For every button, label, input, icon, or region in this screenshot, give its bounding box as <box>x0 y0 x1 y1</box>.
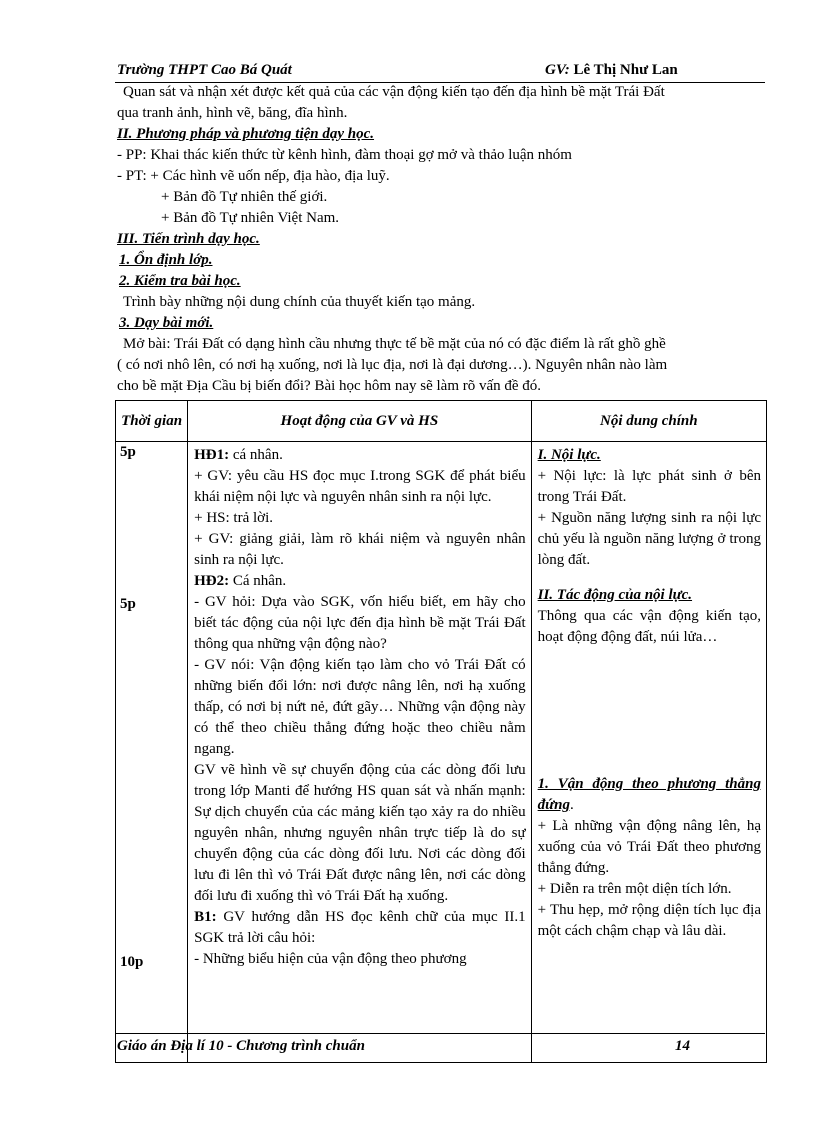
section-3-title: III. Tiến trình dạy học. <box>117 231 260 247</box>
step-3-title: 3. Dạy bài mới. <box>119 315 214 331</box>
school-name: Trường THPT Cao Bá Quát <box>117 62 292 78</box>
hd2-act-3: GV vẽ hình về sự chuyển động của các dòng đối lưu trong lớp Manti để hướng HS quan sát và nhấn mạnh: Sự dịch chuyển của các mảng kiến tạo xảy ra do nhiều nguyên nhân, nhưng nguyên nhân trực tiếp là do sự chuyển động của các dòng đối lưu. Nơi các dòng đối lưu đi lên thì vỏ Trái Đất được nâng lên, nơi các dòng đối lưu đi xuống thì vỏ Trái Đất hạ xuống. <box>194 762 526 904</box>
hd1-act-2: + HS: trả lời. <box>194 510 273 526</box>
content-subtitle: 1. Vận động theo phương thẳng đứng. <box>537 776 761 813</box>
pt-line: - PT: + Các hình vẽ uốn nếp, địa hào, địa luỹ. <box>117 168 390 184</box>
hd1-act-1: + GV: yêu cầu HS đọc mục I.trong SGK để phát biểu khái niệm nội lực và nguyên nhân sinh ra nội lực. <box>194 468 526 505</box>
content-cell <box>531 442 766 1063</box>
time-row-2: 5p <box>120 596 136 612</box>
teacher-name: Lê Thị Như Lan <box>569 62 678 78</box>
hd1-act-3: + GV: giảng giải, làm rõ khái niệm và nguyên nhân sinh ra nội lực. <box>194 531 526 568</box>
time-cell <box>116 442 188 1063</box>
opening-line-2: ( có nơi nhô lên, có nơi hạ xuống, nơi là lục địa, nơi là đại dương…). Nguyên nhân nào làm <box>117 357 668 373</box>
hd1-heading: HĐ1: cá nhân. <box>194 447 283 463</box>
content-title-1: I. Nội lực. <box>537 447 601 463</box>
pt-item-2: + Bản đồ Tự nhiên thế giới. <box>161 189 328 205</box>
pp-line: - PP: Khai thác kiến thức từ kênh hình, đàm thoại gợ mở và thảo luận nhóm <box>117 147 572 163</box>
content-1-p2: + Nguồn năng lượng sinh ra nội lực chủ yếu là nguồn năng lượng ở trong lòng đất. <box>537 510 761 568</box>
content-title-2: II. Tác động của nội lực. <box>537 587 693 603</box>
page-number: 14 <box>675 1038 690 1054</box>
hd2-act-1: - GV hỏi: Dựa vào SGK, vốn hiểu biết, em hãy cho biết tác động của nội lực đến địa hình bề mặt Trái Đất thông qua những vận động nào? <box>194 594 526 652</box>
hd2-act-2: - GV nói: Vận động kiến tạo làm cho vỏ Trái Đất có những biến đổi lớn: nơi được nâng lên, nơi hạ xuống thấp, có nơi bị nứt nẻ, đứt gãy… Những vận động này có thể theo chiều thẳng đứng hoặc theo chiều nằm ngang. <box>194 657 526 757</box>
header-activity: Hoạt động của GV và HS <box>188 401 532 442</box>
step-2-text: Trình bày những nội dung chính của thuyết kiến tạo mảng. <box>123 294 476 310</box>
table-row <box>116 442 767 1063</box>
content-1-p1: + Nội lực: là lực phát sinh ở bên trong Trái Đất. <box>537 468 761 505</box>
content-2-p2: + Là những vận động nâng lên, hạ xuống của vỏ Trái Đất theo phương thẳng đứng. <box>537 818 761 876</box>
pt-item-3: + Bản đồ Tự nhiên Việt Nam. <box>161 210 340 226</box>
content-3-p1: + Thu hẹp, mở rộng diện tích lục địa một cách chậm chạp và lâu dài. <box>537 902 761 939</box>
opening-line-1: Mở bài: Trái Đất có dạng hình cầu nhưng thực tế bề mặt của nó có đặc điểm là rất ghồ ghề <box>123 336 666 352</box>
time-row-3: 10p <box>120 954 144 970</box>
header-time: Thời gian <box>116 401 188 442</box>
teacher-info <box>545 62 678 79</box>
objective-line-2: qua tranh ảnh, hình vẽ, băng, đĩa hình. <box>117 105 348 121</box>
time-row-1: 5p <box>120 444 136 460</box>
page-footer <box>115 1033 765 1054</box>
lesson-intro <box>117 82 762 397</box>
footer-title: Giáo án Địa lí 10 - Chương trình chuẩn <box>117 1038 365 1054</box>
b1-act-2: - Những biểu hiện của vận động theo phương <box>194 951 467 967</box>
objective-line-1: Quan sát và nhận xét được kết quả của các vận động kiến tạo đến địa hình bề mặt Trái Đất <box>123 84 665 100</box>
teacher-label: GV: <box>545 62 570 78</box>
step-2-title: 2. Kiểm tra bài học. <box>119 273 241 289</box>
hd2-heading: HĐ2: Cá nhân. <box>194 573 287 589</box>
activity-cell <box>188 442 532 1063</box>
section-2-title: II. Phương pháp và phương tiện dạy học. <box>117 126 375 142</box>
opening-line-3: cho bề mặt Địa Cầu bị biến đổi? Bài học hôm nay sẽ làm rõ vấn đề đó. <box>117 378 542 394</box>
lesson-table <box>115 400 767 1063</box>
page-header <box>115 60 765 83</box>
step-1-title: 1. Ổn định lớp. <box>119 252 213 268</box>
content-2-p3: + Diễn ra trên một diện tích lớn. <box>537 881 732 897</box>
header-content: Nội dung chính <box>531 401 766 442</box>
content-2-p1: Thông qua các vận động kiến tạo, hoạt động động đất, núi lửa… <box>537 608 761 645</box>
b1-act-1: B1: GV hướng dẫn HS đọc kênh chữ của mục II.1 SGK trả lời câu hỏi: <box>194 909 526 946</box>
table-header-row <box>116 401 767 442</box>
